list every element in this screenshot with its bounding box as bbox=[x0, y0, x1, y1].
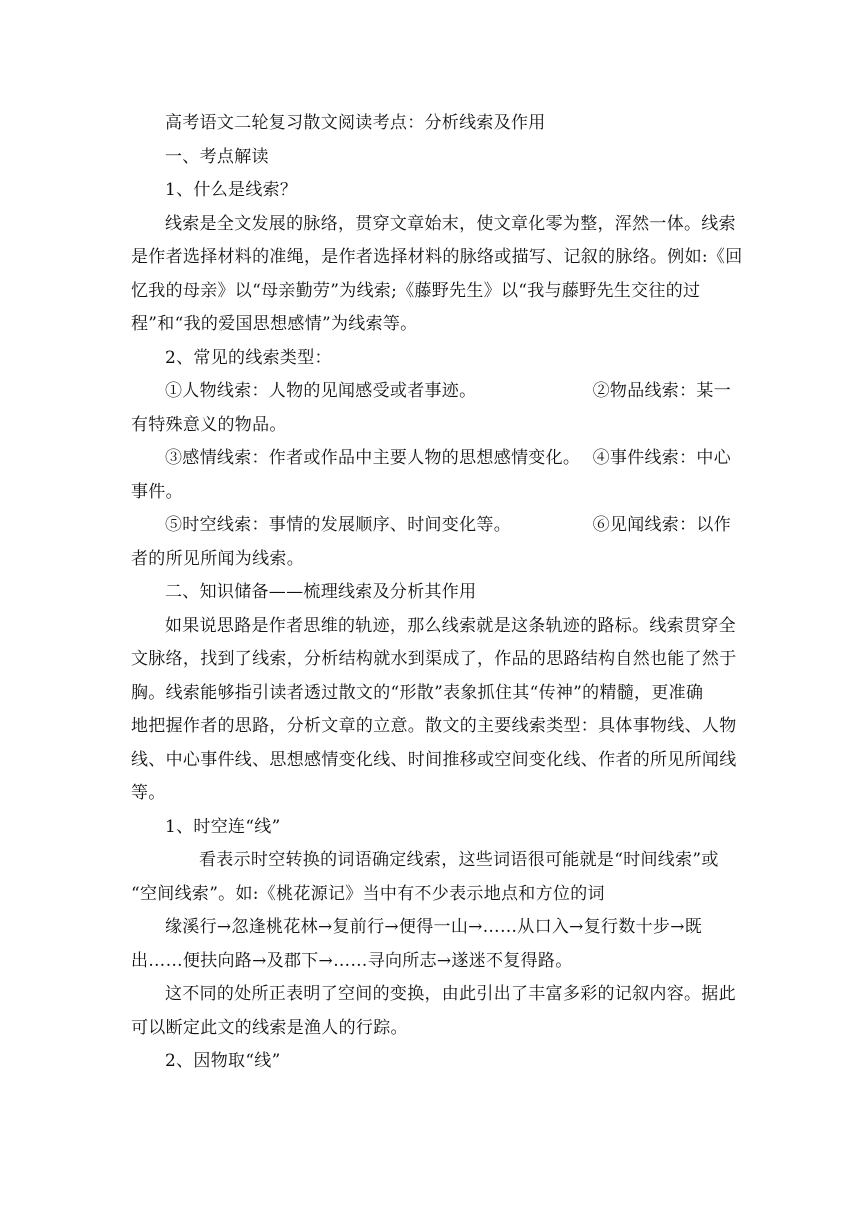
text-line: 线、中心事件线、思想感情变化线、时间推移或空间变化线、作者的所见所闻线 bbox=[131, 749, 737, 770]
question-heading-2: 2、常见的线索类型： bbox=[165, 347, 332, 368]
text-line: 地把握作者的思路，分析文章的立意。散文的主要线索类型：具体事物线、人物 bbox=[131, 716, 737, 736]
section-heading-1: 一、考点解读 bbox=[165, 146, 269, 167]
text-line: 可以断定此文的线索是渔人的行踪。 bbox=[131, 1017, 408, 1038]
clue-type-left: ⑤时空线索：事情的发展顺序、时间变化等。 bbox=[165, 515, 511, 535]
subheading-1: 1、时空连“线” bbox=[165, 816, 281, 837]
clue-type-row bbox=[131, 375, 731, 442]
clue-type-continuation: 者的所见所闻为线索。 bbox=[131, 548, 304, 569]
paragraph-knowledge bbox=[131, 610, 737, 811]
section-heading-2: 二、知识储备——梳理线索及分析其作用 bbox=[165, 582, 477, 602]
text-line: 出……便扶向路→及郡下→……寻向所志→遂迷不复得路。 bbox=[131, 950, 573, 971]
paragraph-conclusion bbox=[131, 978, 736, 1045]
text-line: 线索是全文发展的脉络，贯穿文章始末，使文章化零为整，浑然一体。线索 bbox=[165, 213, 736, 234]
clue-type-row bbox=[131, 509, 731, 576]
text-line: 缘溪行→忽逢桃花林→复前行→便得一山→……从口入→复行数十步→既 bbox=[165, 917, 703, 937]
clue-type-right: ②物品线索：某一 bbox=[592, 381, 731, 401]
clue-type-continuation: 有特殊意义的物品。 bbox=[131, 414, 287, 435]
text-line: “空间线索”。如:《桃花源记》当中有不少表示地点和方位的词 bbox=[131, 883, 605, 904]
document-title: 高考语文二轮复习散文阅读考点：分析线索及作用 bbox=[165, 113, 546, 133]
document-body bbox=[131, 107, 743, 1079]
paragraph-time-space bbox=[131, 844, 731, 911]
text-line: 看表示时空转换的词语确定线索，这些词语很可能就是“时间线索”或 bbox=[199, 850, 719, 870]
text-line: 忆我的母亲》以“母亲勤劳”为线索;《藤野先生》以“我与藤野先生交往的过 bbox=[131, 280, 701, 301]
clue-type-right: ⑥见闻线索：以作 bbox=[592, 515, 731, 535]
text-line: 如果说思路是作者思维的轨迹，那么线索就是这条轨迹的路标。线索贯穿全 bbox=[165, 615, 736, 636]
text-line: 这不同的处所正表明了空间的变换，由此引出了丰富多彩的记叙内容。据此 bbox=[165, 984, 736, 1004]
text-line: 胸。线索能够指引读者透过散文的“形散”表象抓住其“传神”的精髓，更准确 bbox=[131, 682, 704, 703]
text-line: 等。 bbox=[131, 783, 166, 803]
clue-type-list bbox=[131, 375, 731, 576]
paragraph-route bbox=[131, 911, 731, 978]
clue-type-left: ①人物线索：人物的见闻感受或者事迹。 bbox=[165, 381, 477, 401]
text-line: 程”和“我的爱国思想感情”为线索等。 bbox=[131, 314, 418, 334]
clue-type-right: ④事件线索：中心 bbox=[592, 448, 731, 468]
subheading-2: 2、因物取“线” bbox=[165, 1051, 281, 1071]
clue-type-row bbox=[131, 442, 731, 509]
text-line: 是作者选择材料的准绳，是作者选择材料的脉络或描写、记叙的脉络。例如:《回 bbox=[131, 247, 743, 267]
text-line: 文脉络，找到了线索，分析结构就水到渠成了，作品的思路结构自然也能了然于 bbox=[131, 649, 737, 669]
clue-type-left: ③感情线索：作者或作品中主要人物的思想感情变化。 bbox=[165, 448, 581, 468]
clue-type-continuation: 事件。 bbox=[131, 481, 183, 502]
paragraph-definition bbox=[131, 208, 743, 342]
question-heading-1: 1、什么是线索？ bbox=[165, 180, 298, 200]
